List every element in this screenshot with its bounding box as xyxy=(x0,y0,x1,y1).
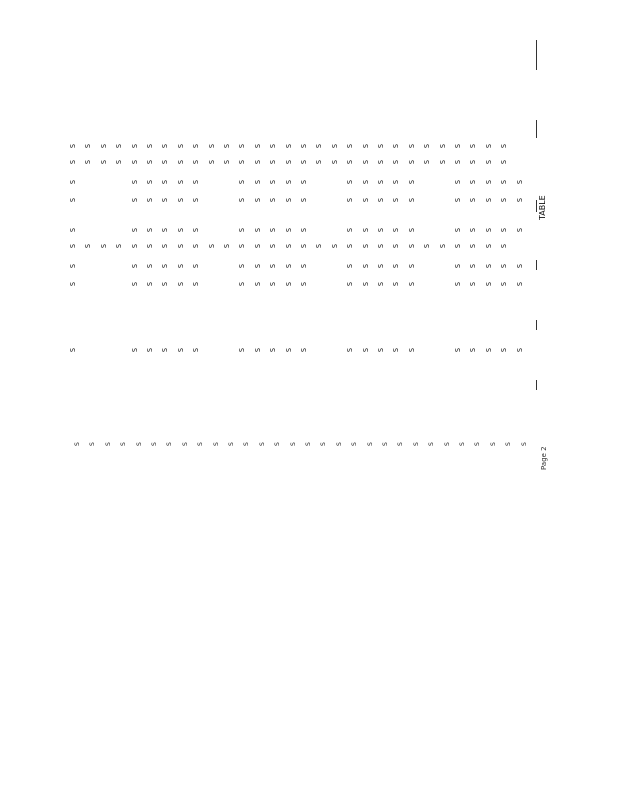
table-cell: S xyxy=(253,281,262,287)
table-cell: S xyxy=(407,143,416,149)
table-cell: S xyxy=(500,243,509,249)
table-cell: S xyxy=(115,243,124,249)
table-cell: S xyxy=(69,281,77,287)
table-cell: S xyxy=(438,243,447,249)
table-cell: S xyxy=(284,347,293,353)
table-cell: S xyxy=(469,281,478,287)
table-cell: S xyxy=(146,347,154,353)
table-cell: S xyxy=(192,263,201,269)
table-cell: S xyxy=(500,197,509,203)
table-cell: S xyxy=(146,281,154,287)
table-cell: S xyxy=(392,179,401,185)
table-cell: S xyxy=(176,263,185,269)
table-cell: S xyxy=(346,159,355,165)
table-cell: S xyxy=(300,347,308,353)
table-cell: S xyxy=(330,143,339,149)
table-cell: S xyxy=(454,347,462,353)
table-cell: S xyxy=(500,159,509,165)
table-cell: S xyxy=(469,179,478,185)
table-cell: S xyxy=(207,243,216,249)
table-cell: S xyxy=(161,263,170,269)
column-label: S xyxy=(166,442,174,446)
table-cell: S xyxy=(269,263,278,269)
right-margin-rule xyxy=(536,320,537,330)
column-label: S xyxy=(351,442,359,446)
table-cell: S xyxy=(484,159,493,165)
table-cell: S xyxy=(130,143,139,149)
table-cell: S xyxy=(361,159,370,165)
table-cell: S xyxy=(130,347,139,353)
table-cell: S xyxy=(377,263,385,269)
table-cell: S xyxy=(115,159,124,165)
table-cell: S xyxy=(392,227,401,233)
table-cell: S xyxy=(392,197,401,203)
column-label: S xyxy=(120,442,128,446)
table-cell: S xyxy=(238,159,247,165)
table-cell: S xyxy=(130,179,139,185)
table-cell: S xyxy=(284,227,293,233)
column-label: S xyxy=(366,442,374,446)
column-label: S xyxy=(474,442,482,446)
table-cell: S xyxy=(377,243,385,249)
table-cell: S xyxy=(146,159,154,165)
table-cell: S xyxy=(269,179,278,185)
table-cell: S xyxy=(146,243,154,249)
table-cell: S xyxy=(515,281,524,287)
table-cell: S xyxy=(238,179,247,185)
table-cell: S xyxy=(300,159,308,165)
table-cell: S xyxy=(146,263,154,269)
table-cell: S xyxy=(484,179,493,185)
table-cell: S xyxy=(469,263,478,269)
table-cell: S xyxy=(361,197,370,203)
table-cell: S xyxy=(423,243,432,249)
table-cell: S xyxy=(438,143,447,149)
table-cell: S xyxy=(500,281,509,287)
table-cell: S xyxy=(500,347,509,353)
table-cell: S xyxy=(300,263,308,269)
table-cell: S xyxy=(284,281,293,287)
column-label: S xyxy=(243,442,251,446)
table-cell: S xyxy=(469,197,478,203)
table-cell: S xyxy=(269,243,278,249)
table-cell: S xyxy=(469,159,478,165)
table-cell: S xyxy=(500,179,509,185)
table-cell: S xyxy=(146,227,154,233)
column-label: S xyxy=(505,442,513,446)
right-margin-rule xyxy=(536,380,537,390)
table-cell: S xyxy=(346,243,355,249)
table-cell: S xyxy=(192,159,201,165)
table-cell: S xyxy=(284,179,293,185)
table-cell: S xyxy=(253,159,262,165)
table-cell: S xyxy=(161,347,170,353)
right-margin-rule xyxy=(536,200,537,212)
table-cell: S xyxy=(300,143,308,149)
table-cell: S xyxy=(300,227,308,233)
table-cell: S xyxy=(253,143,262,149)
table-cell: S xyxy=(161,179,170,185)
table-cell: S xyxy=(253,243,262,249)
table-cell: S xyxy=(130,227,139,233)
right-margin-rule xyxy=(536,260,537,270)
table-cell: S xyxy=(284,159,293,165)
table-cell: S xyxy=(161,159,170,165)
table-cell: S xyxy=(315,159,324,165)
column-label: S xyxy=(443,442,451,446)
table-cell: S xyxy=(176,243,185,249)
column-label: S xyxy=(274,442,282,446)
table-cell: S xyxy=(484,143,493,149)
table-cell: S xyxy=(407,263,416,269)
table-cell: S xyxy=(515,347,524,353)
column-label: S xyxy=(258,442,266,446)
table-cell: S xyxy=(500,263,509,269)
table-cell: S xyxy=(69,347,77,353)
table-cell: S xyxy=(269,159,278,165)
table-cell: S xyxy=(176,347,185,353)
table-cell: S xyxy=(361,227,370,233)
table-cell: S xyxy=(515,227,524,233)
table-cell: S xyxy=(515,263,524,269)
table-cell: S xyxy=(192,143,201,149)
table-cell: S xyxy=(423,159,432,165)
table-cell: S xyxy=(377,143,385,149)
table-cell: S xyxy=(238,197,247,203)
page-footer: Page 2 xyxy=(540,446,548,470)
table-cell: S xyxy=(454,263,462,269)
table-cell: S xyxy=(161,281,170,287)
table-cell: S xyxy=(300,243,308,249)
table-cell: S xyxy=(146,197,154,203)
column-label: S xyxy=(151,442,158,446)
column-label: S xyxy=(104,442,112,446)
table-cell: S xyxy=(192,227,201,233)
table-cell: S xyxy=(330,243,339,249)
table-cell: S xyxy=(407,227,416,233)
table-cell: S xyxy=(407,281,416,287)
table-cell: S xyxy=(392,263,401,269)
table-cell: S xyxy=(377,179,385,185)
table-cell: S xyxy=(269,143,278,149)
table-cell: S xyxy=(346,143,355,149)
table-cell: S xyxy=(192,243,201,249)
table-cell: S xyxy=(284,143,293,149)
table-cell: S xyxy=(99,143,108,149)
table-cell: S xyxy=(361,263,370,269)
table-cell: S xyxy=(130,281,139,287)
table-cell: S xyxy=(469,243,478,249)
table-cell: S xyxy=(69,263,77,269)
table-cell: S xyxy=(253,263,262,269)
table-cell: S xyxy=(176,281,185,287)
table-cell: S xyxy=(115,143,124,149)
column-label: S xyxy=(320,442,328,446)
table-cell: S xyxy=(392,143,401,149)
right-margin-rule xyxy=(536,40,537,70)
table-caption: TABLE xyxy=(538,195,547,220)
table-cell: S xyxy=(192,281,201,287)
table-cell: S xyxy=(69,227,77,233)
table-cell: S xyxy=(130,263,139,269)
table-cell: S xyxy=(69,143,77,149)
table-cell: S xyxy=(392,281,401,287)
table-cell: S xyxy=(315,243,324,249)
table-cell: S xyxy=(99,243,108,249)
column-label: S xyxy=(489,442,497,446)
table-cell: S xyxy=(176,159,185,165)
table-cell: S xyxy=(161,243,170,249)
table-cell: S xyxy=(361,143,370,149)
column-label: S xyxy=(228,442,235,446)
table-cell: S xyxy=(484,263,493,269)
table-cell: S xyxy=(407,197,416,203)
table-cell: S xyxy=(346,227,355,233)
table-cell: S xyxy=(192,347,201,353)
table-cell: S xyxy=(484,243,493,249)
table-cell: S xyxy=(176,143,185,149)
table-cell: S xyxy=(300,281,308,287)
column-label: S xyxy=(181,442,189,446)
table-cell: S xyxy=(146,143,154,149)
table-cell: S xyxy=(238,347,247,353)
table-cell: S xyxy=(207,159,216,165)
table-cell: S xyxy=(377,347,385,353)
table-cell: S xyxy=(176,227,185,233)
table-cell: S xyxy=(346,263,355,269)
table-cell: S xyxy=(223,159,231,165)
column-label: S xyxy=(74,442,81,446)
column-label: S xyxy=(412,442,420,446)
table-cell: S xyxy=(454,179,462,185)
table-cell: S xyxy=(361,243,370,249)
table-cell: S xyxy=(346,197,355,203)
column-label: S xyxy=(135,442,143,446)
column-label: S xyxy=(459,442,466,446)
table-cell: S xyxy=(192,197,201,203)
column-label: S xyxy=(335,442,343,446)
table-cell: S xyxy=(469,347,478,353)
table-cell: S xyxy=(69,159,77,165)
table-cell: S xyxy=(454,281,462,287)
table-cell: S xyxy=(84,243,93,249)
table-cell: S xyxy=(253,197,262,203)
column-label: S xyxy=(89,442,97,446)
table-cell: S xyxy=(130,243,139,249)
table-cell: S xyxy=(69,243,77,249)
table-cell: S xyxy=(454,197,462,203)
table-cell: S xyxy=(392,243,401,249)
table-cell: S xyxy=(361,281,370,287)
table-cell: S xyxy=(315,143,324,149)
table-cell: S xyxy=(99,159,108,165)
table-cell: S xyxy=(423,143,432,149)
table-cell: S xyxy=(300,179,308,185)
table-cell: S xyxy=(361,179,370,185)
right-margin-rule xyxy=(536,120,537,138)
table-cell: S xyxy=(484,347,493,353)
table-cell: S xyxy=(484,281,493,287)
table-cell: S xyxy=(223,143,231,149)
table-cell: S xyxy=(454,243,462,249)
table-cell: S xyxy=(269,197,278,203)
table-cell: S xyxy=(130,159,139,165)
table-cell: S xyxy=(238,281,247,287)
table-cell: S xyxy=(253,227,262,233)
table-cell: S xyxy=(407,243,416,249)
table-cell: S xyxy=(407,159,416,165)
table-cell: S xyxy=(253,179,262,185)
table-cell: S xyxy=(377,197,385,203)
table-cell: S xyxy=(207,143,216,149)
table-cell: S xyxy=(438,159,447,165)
table-cell: S xyxy=(238,243,247,249)
table-cell: S xyxy=(192,179,201,185)
table-cell: S xyxy=(500,143,509,149)
table-cell: S xyxy=(515,179,524,185)
column-label: S xyxy=(382,442,389,446)
table-cell: S xyxy=(284,263,293,269)
table-cell: S xyxy=(377,281,385,287)
table-cell: S xyxy=(392,159,401,165)
table-cell: S xyxy=(176,197,185,203)
table-cell: S xyxy=(454,227,462,233)
table-cell: S xyxy=(269,347,278,353)
table-cell: S xyxy=(377,227,385,233)
table-cell: S xyxy=(238,143,247,149)
table-cell: S xyxy=(469,227,478,233)
table-cell: S xyxy=(238,263,247,269)
table-cell: S xyxy=(84,143,93,149)
column-label: S xyxy=(289,442,297,446)
table-cell: S xyxy=(253,347,262,353)
column-label: S xyxy=(212,442,220,446)
table-cell: S xyxy=(238,227,247,233)
table-cell: S xyxy=(346,347,355,353)
column-label: S xyxy=(428,442,436,446)
table-cell: S xyxy=(407,179,416,185)
table-cell: S xyxy=(484,227,493,233)
table-cell: S xyxy=(377,159,385,165)
table-cell: S xyxy=(269,281,278,287)
table-cell: S xyxy=(161,227,170,233)
table-cell: S xyxy=(284,197,293,203)
table-cell: S xyxy=(223,243,231,249)
column-label: S xyxy=(305,442,312,446)
table-cell: S xyxy=(500,227,509,233)
table-cell: S xyxy=(454,143,462,149)
table-cell: S xyxy=(69,197,77,203)
rotated-table xyxy=(70,136,540,476)
table-cell: S xyxy=(176,179,185,185)
table-cell: S xyxy=(361,347,370,353)
table-cell: S xyxy=(84,159,93,165)
table-cell: S xyxy=(469,143,478,149)
table-cell: S xyxy=(454,159,462,165)
table-cell: S xyxy=(269,227,278,233)
table-cell: S xyxy=(284,243,293,249)
table-cell: S xyxy=(346,281,355,287)
column-label: S xyxy=(197,442,205,446)
table-cell: S xyxy=(130,197,139,203)
column-label: S xyxy=(520,442,528,446)
table-cell: S xyxy=(484,197,493,203)
table-cell: S xyxy=(330,159,339,165)
table-cell: S xyxy=(161,197,170,203)
table-cell: S xyxy=(161,143,170,149)
column-label: S xyxy=(397,442,405,446)
table-cell: S xyxy=(300,197,308,203)
table-cell: S xyxy=(146,179,154,185)
table-cell: S xyxy=(407,347,416,353)
table-cell: S xyxy=(69,179,77,185)
table-cell: S xyxy=(515,197,524,203)
table-cell: S xyxy=(346,179,355,185)
table-cell: S xyxy=(392,347,401,353)
